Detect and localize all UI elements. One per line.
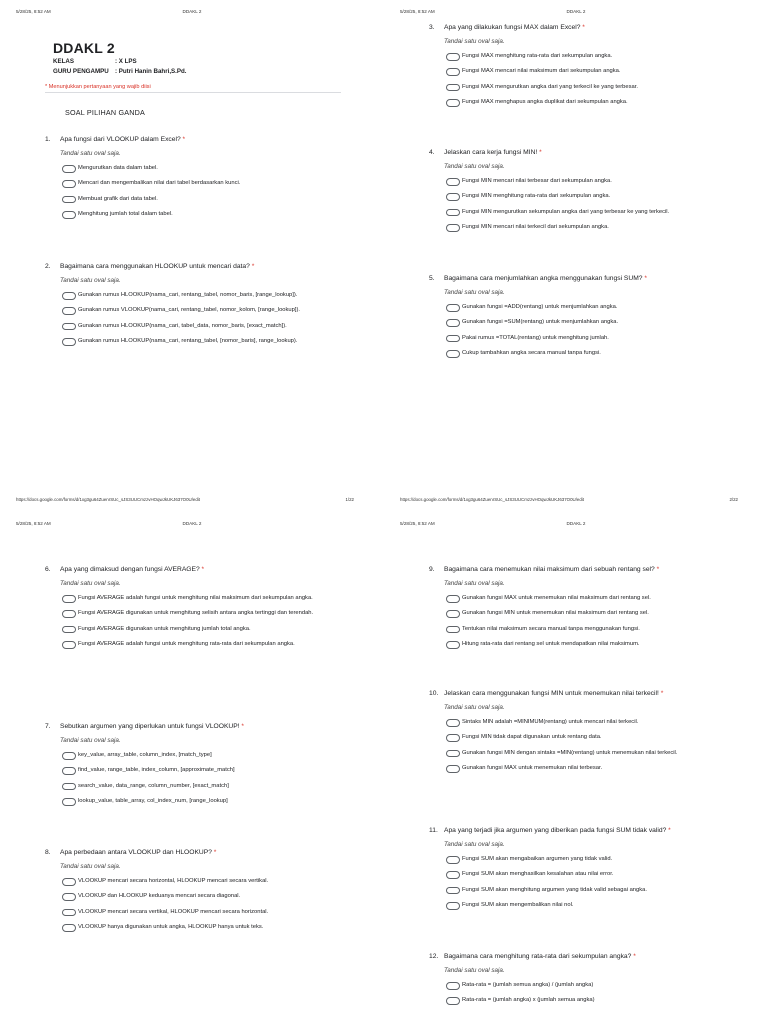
radio-oval-icon[interactable] — [446, 750, 460, 758]
radio-oval-icon[interactable] — [62, 752, 76, 760]
answer-option[interactable] — [62, 210, 345, 220]
option-label: VLOOKUP hanya digunakan untuk angka, HLOOKUP hanya untuk teks. — [78, 924, 264, 931]
answer-option[interactable] — [446, 901, 729, 911]
answer-option[interactable] — [446, 870, 729, 880]
option-label: Fungsi MAX mengurutkan angka dari yang terkecil ke yang terbesar. — [462, 83, 638, 90]
question-number: 9. — [429, 566, 435, 573]
question-text: Apa yang terjadi jika argumen yang diberikan pada fungsi SUM tidak valid? — [444, 827, 667, 834]
radio-oval-icon[interactable] — [446, 53, 460, 61]
answer-option[interactable] — [446, 764, 729, 774]
pdf-page-4 — [384, 512, 768, 1024]
answer-option[interactable] — [62, 337, 345, 347]
option-label: find_value, range_table, index_column, [approximate_match] — [78, 767, 235, 774]
question-title — [45, 136, 345, 143]
option-label: Mencari dan mengembalikan nilai dari tabel berdasarkan kunci. — [78, 180, 241, 187]
radio-oval-icon[interactable] — [446, 982, 460, 990]
option-list — [62, 164, 345, 220]
answer-option[interactable] — [62, 594, 345, 604]
page-footer — [16, 497, 368, 505]
option-label: Fungsi AVERAGE adalah fungsi untuk menghitung rata-rata dari sekumpulan angka. — [78, 641, 295, 648]
option-label: Hitung rata-rata dari rentang sel untuk mendapatkan nilai maksimum. — [462, 641, 640, 648]
pdf-page-2 — [384, 0, 768, 512]
option-list — [446, 855, 729, 911]
required-asterisk: * — [660, 690, 664, 697]
option-label: Fungsi AVERAGE adalah fungsi untuk menghitung nilai maksimum dari sekumpulan angka. — [78, 595, 313, 601]
question-number: 4. — [429, 149, 435, 156]
radio-oval-icon[interactable] — [446, 335, 460, 343]
answer-option[interactable] — [446, 625, 729, 635]
pdf-page-3 — [0, 512, 384, 1024]
radio-oval-icon[interactable] — [62, 211, 76, 219]
answer-option[interactable] — [62, 640, 345, 650]
required-asterisk: * — [633, 953, 636, 960]
answer-option[interactable] — [446, 177, 729, 187]
required-asterisk: * — [539, 149, 542, 156]
radio-oval-icon[interactable] — [446, 997, 460, 1005]
page-header — [400, 521, 752, 529]
answer-option[interactable] — [446, 594, 729, 604]
question-4 — [429, 149, 729, 239]
question-text: Sebutkan argumen yang diperlukan untuk fungsi VLOOKUP! — [60, 723, 240, 730]
question-6 — [45, 566, 345, 656]
question-11 — [429, 827, 729, 917]
answer-hint: Tandai satu oval saja. — [60, 277, 121, 284]
answer-option[interactable] — [446, 67, 729, 77]
question-number: 6. — [45, 566, 51, 573]
radio-oval-icon[interactable] — [62, 180, 76, 188]
radio-oval-icon[interactable] — [446, 734, 460, 742]
answer-hint: Tandai satu oval saja. — [444, 580, 505, 587]
pdf-page-1 — [0, 0, 384, 512]
kelas-row — [53, 58, 137, 65]
question-text: Apa fungsi dari VLOOKUP dalam Excel? — [60, 136, 181, 143]
page-number: 2/22 — [729, 497, 738, 502]
answer-option[interactable] — [446, 733, 729, 743]
radio-oval-icon[interactable] — [62, 626, 76, 634]
radio-oval-icon[interactable] — [446, 68, 460, 76]
answer-option[interactable] — [446, 640, 729, 650]
answer-option[interactable] — [62, 877, 345, 887]
answer-option[interactable] — [446, 886, 729, 896]
guru-row — [53, 68, 187, 75]
option-label: Fungsi MIN mencari nilai terkecil dari sekumpulan angka. — [462, 224, 609, 231]
answer-option[interactable] — [446, 609, 729, 619]
required-asterisk: * — [182, 136, 186, 143]
answer-option[interactable] — [62, 306, 345, 316]
print-timestamp: 5/28/25, 8:52 AM — [400, 9, 435, 14]
answer-hint: Tandai satu oval saja. — [444, 704, 505, 711]
radio-oval-icon[interactable] — [62, 595, 76, 603]
question-number: 8. — [45, 849, 51, 856]
answer-hint: Tandai satu oval saja. — [60, 863, 121, 870]
option-list — [446, 981, 729, 1006]
option-label: Sintaks MIN adalah =MINIMUM(rentang) untuk mencari nilai terkecil. — [462, 719, 639, 725]
print-timestamp: 5/28/25, 8:52 AM — [16, 9, 51, 14]
radio-oval-icon[interactable] — [62, 924, 76, 932]
form-title: DDAKL 2 — [53, 40, 115, 56]
option-label: lookup_value, table_array, col_index_num, [range_lookup] — [78, 798, 228, 805]
option-label: Membuat grafik dari data tabel. — [78, 195, 158, 202]
option-label: search_value, data_range, column_number, [exact_match] — [78, 782, 229, 789]
option-label: Fungsi MAX menghapus angka duplikat dari sekumpulan angka. — [462, 99, 628, 106]
option-list — [446, 718, 729, 774]
option-label: Pakai rumus =TOTAL(rentang) untuk menghitung jumlah. — [462, 334, 609, 341]
radio-oval-icon[interactable] — [62, 641, 76, 649]
question-text: Apa yang dimaksud dengan fungsi AVERAGE? — [60, 566, 200, 573]
answer-option[interactable] — [446, 334, 729, 344]
radio-oval-icon[interactable] — [446, 902, 460, 910]
page-number: 1/22 — [345, 497, 354, 502]
question-title — [429, 24, 729, 31]
answer-option[interactable] — [62, 766, 345, 776]
radio-oval-icon[interactable] — [446, 610, 460, 618]
required-asterisk: * — [656, 566, 660, 573]
option-list — [446, 594, 729, 650]
question-title — [429, 566, 729, 573]
option-list — [62, 291, 345, 347]
print-form-title: DDAKL 2 — [182, 521, 202, 526]
radio-oval-icon[interactable] — [62, 323, 76, 331]
page-footer — [400, 497, 752, 505]
kelas-value: : X LPS — [115, 58, 137, 65]
question-title — [429, 275, 729, 282]
question-text: Apa yang dilakukan fungsi MAX dalam Excel? — [444, 24, 581, 31]
question-text: Bagaimana cara menggunakan HLOOKUP untuk mencari data? — [60, 263, 250, 270]
radio-oval-icon[interactable] — [62, 165, 76, 173]
option-label: Gunakan rumus HLOOKUP(nama_cari, tabel_data, nomor_baris, [exact_match]). — [78, 322, 287, 329]
option-list — [62, 751, 345, 807]
option-label: VLOOKUP mencari secara vertikal, HLOOKUP mencari secara horizontal. — [78, 908, 269, 915]
answer-option[interactable] — [62, 609, 345, 619]
question-title — [429, 827, 729, 834]
question-text: Jelaskan cara menggunakan fungsi MIN untuk menemukan nilai terkecil! — [444, 690, 659, 697]
required-asterisk: * — [251, 263, 255, 270]
required-asterisk: * — [213, 849, 217, 856]
answer-option[interactable] — [446, 83, 729, 93]
print-form-title: DDAKL 2 — [182, 9, 202, 14]
radio-oval-icon[interactable] — [62, 909, 76, 917]
option-label: Rata-rata = (jumlah semua angka) / (jumlah angka) — [462, 982, 594, 988]
answer-option[interactable] — [62, 751, 345, 761]
question-number: 2. — [45, 263, 51, 270]
answer-hint: Tandai satu oval saja. — [444, 38, 505, 45]
radio-oval-icon[interactable] — [446, 719, 460, 727]
radio-oval-icon[interactable] — [62, 196, 76, 204]
form-url[interactable]: https://docs.google.com/forms/d/1xg3gu64ZuenrSUc_sJS3UUCmzzvHOqwJkUKJ637O0U/edit — [400, 497, 584, 502]
question-text: Bagaimana cara menjumlahkan angka menggunakan fungsi SUM? — [444, 275, 643, 282]
required-asterisk: * — [241, 723, 245, 730]
option-label: Gunakan rumus VLOOKUP(nama_cari, rentang_tabel, nomor_kolom, [range_lookup]). — [78, 307, 301, 314]
answer-option[interactable] — [62, 179, 345, 189]
radio-oval-icon[interactable] — [446, 99, 460, 107]
guru-value: : Putri Hanin Bahri,S.Pd. — [115, 68, 187, 75]
option-label: Gunakan rumus HLOOKUP(nama_cari, rentang_tabel, nomor_baris, [range_lookup]). — [78, 292, 298, 298]
answer-option[interactable] — [446, 996, 729, 1006]
radio-oval-icon[interactable] — [62, 292, 76, 300]
radio-oval-icon[interactable] — [446, 871, 460, 879]
option-label: Gunakan fungsi MIN dengan sintaks =MIN(rentang) untuk menemukan nilai terkecil. — [462, 749, 678, 756]
question-number: 11. — [429, 827, 438, 834]
answer-option[interactable] — [446, 303, 729, 313]
option-label: Gunakan fungsi =SUM(rentang) untuk menjumlahkan angka. — [462, 319, 619, 326]
answer-hint: Tandai satu oval saja. — [60, 580, 121, 587]
question-number: 7. — [45, 723, 51, 730]
question-title — [45, 566, 345, 573]
option-label: Gunakan fungsi =ADD(rentang) untuk menjumlahkan angka. — [462, 304, 618, 310]
radio-oval-icon[interactable] — [446, 626, 460, 634]
answer-option[interactable] — [62, 782, 345, 792]
radio-oval-icon[interactable] — [62, 878, 76, 886]
radio-oval-icon[interactable] — [446, 178, 460, 186]
question-text: Apa perbedaan antara VLOOKUP dan HLOOKUP? — [60, 849, 212, 856]
kelas-label: KELAS — [53, 58, 74, 65]
answer-option[interactable] — [446, 318, 729, 328]
question-12 — [429, 953, 729, 1012]
print-form-title: DDAKL 2 — [566, 521, 586, 526]
radio-oval-icon[interactable] — [62, 610, 76, 618]
question-3 — [429, 24, 729, 114]
option-label: Tentukan nilai maksimum secara manual tanpa menggunakan fungsi. — [462, 625, 640, 632]
radio-oval-icon[interactable] — [446, 304, 460, 312]
question-title — [429, 953, 729, 960]
print-form-title: DDAKL 2 — [566, 9, 586, 14]
option-label: key_value, array_table, column_index, [match_type] — [78, 752, 212, 758]
page-header — [16, 521, 368, 529]
option-label: Fungsi SUM akan menghasilkan kesalahan atau nilai error. — [462, 871, 614, 878]
radio-oval-icon[interactable] — [446, 765, 460, 773]
option-label: Fungsi SUM akan mengembalikan nilai nol. — [462, 902, 574, 909]
answer-option[interactable] — [62, 908, 345, 918]
page-header — [16, 9, 368, 17]
answer-option[interactable] — [446, 718, 729, 728]
option-label: Cukup tambahkan angka secara manual tanpa fungsi. — [462, 350, 601, 357]
question-10 — [429, 690, 729, 780]
radio-oval-icon[interactable] — [62, 338, 76, 346]
radio-oval-icon[interactable] — [446, 319, 460, 327]
required-asterisk: * — [668, 827, 671, 834]
option-label: Fungsi MAX menghitung rata-rata dari sekumpulan angka. — [462, 53, 613, 59]
question-text: Bagaimana cara menghitung rata-rata dari sekumpulan angka? — [444, 953, 632, 960]
answer-option[interactable] — [446, 52, 729, 62]
answer-hint: Tandai satu oval saja. — [60, 150, 121, 157]
answer-option[interactable] — [62, 164, 345, 174]
question-number: 10. — [429, 690, 439, 697]
required-note: * Menunjukkan pertanyaan yang wajib diisi — [45, 84, 341, 93]
option-label: Gunakan fungsi MAX untuk menemukan nilai maksimum dari rentang sel. — [462, 595, 651, 601]
radio-oval-icon[interactable] — [446, 209, 460, 217]
answer-option[interactable] — [446, 749, 729, 759]
option-label: Fungsi MIN mengurutkan sekumpulan angka dari yang terbesar ke yang terkecil. — [462, 208, 670, 215]
option-list — [446, 303, 729, 359]
radio-oval-icon[interactable] — [62, 307, 76, 315]
option-label: Mengurutkan data dalam tabel. — [78, 165, 158, 171]
radio-oval-icon[interactable] — [446, 350, 460, 358]
radio-oval-icon[interactable] — [446, 84, 460, 92]
option-label: Fungsi SUM akan mengabaikan argumen yang tidak valid. — [462, 856, 613, 862]
option-label: Fungsi SUM akan menghitung argumen yang tidak valid sebagai angka. — [462, 886, 647, 893]
answer-option[interactable] — [446, 192, 729, 202]
question-5 — [429, 275, 729, 365]
option-label: Fungsi MIN mencari nilai terbesar dari sekumpulan angka. — [462, 178, 612, 184]
question-2 — [45, 263, 345, 353]
form-url[interactable]: https://docs.google.com/forms/d/1xg3gu64ZuenrSUc_sJS3UUCmzzvHOqwJkUKJ637O0U/edit — [16, 497, 200, 502]
answer-option[interactable] — [62, 195, 345, 205]
answer-hint: Tandai satu oval saja. — [60, 737, 121, 744]
question-1 — [45, 136, 345, 226]
option-list — [446, 52, 729, 108]
question-text: Bagaimana cara menemukan nilai maksimum dari sebuah rentang sel? — [444, 566, 655, 573]
option-label: Fungsi MAX mencari nilai maksimum dari sekumpulan angka. — [462, 68, 621, 75]
question-text: Jelaskan cara kerja fungsi MIN! — [444, 149, 538, 156]
print-timestamp: 5/28/25, 8:52 AM — [400, 521, 435, 526]
required-asterisk: * — [201, 566, 205, 573]
required-asterisk: * — [582, 24, 585, 31]
answer-option[interactable] — [446, 349, 729, 359]
option-label: Gunakan fungsi MIN untuk menemukan nilai maksimum dari rentang sel. — [462, 610, 649, 617]
guru-label: GURU PENGAMPU — [53, 68, 109, 75]
option-label: VLOOKUP dan HLOOKUP keduanya mencari secara diagonal. — [78, 893, 241, 900]
radio-oval-icon[interactable] — [446, 193, 460, 201]
section-title: SOAL PILIHAN GANDA — [65, 108, 146, 117]
radio-oval-icon[interactable] — [446, 224, 460, 232]
radio-oval-icon[interactable] — [62, 783, 76, 791]
question-title — [429, 690, 729, 697]
option-label: Rata-rata = (jumlah angka) x (jumlah semua angka) — [462, 997, 595, 1004]
radio-oval-icon[interactable] — [62, 893, 76, 901]
question-number: 5. — [429, 275, 435, 282]
question-title — [45, 849, 345, 856]
option-label: VLOOKUP mencari secara horizontal, HLOOKUP mencari secara vertikal. — [78, 878, 269, 884]
radio-oval-icon[interactable] — [62, 767, 76, 775]
option-list — [446, 177, 729, 233]
option-label: Gunakan rumus HLOOKUP(nama_cari, rentang_tabel, [nomor_baris], range_lookup). — [78, 338, 298, 345]
radio-oval-icon[interactable] — [62, 798, 76, 806]
answer-option[interactable] — [62, 625, 345, 635]
option-list — [62, 594, 345, 650]
option-label: Gunakan fungsi MAX untuk menemukan nilai terbesar. — [462, 765, 603, 772]
answer-option[interactable] — [446, 855, 729, 865]
answer-option[interactable] — [62, 322, 345, 332]
print-timestamp: 5/28/25, 8:52 AM — [16, 521, 51, 526]
answer-hint: Tandai satu oval saja. — [444, 967, 505, 974]
radio-oval-icon[interactable] — [446, 595, 460, 603]
question-title — [45, 723, 345, 730]
required-asterisk: * — [644, 275, 647, 282]
answer-option[interactable] — [446, 208, 729, 218]
answer-option[interactable] — [446, 98, 729, 108]
option-label: Fungsi AVERAGE digunakan untuk menghitung jumlah total angka. — [78, 625, 251, 632]
question-title — [429, 149, 729, 156]
question-number: 12. — [429, 953, 439, 960]
answer-option[interactable] — [62, 923, 345, 933]
page-header — [400, 9, 752, 17]
answer-option[interactable] — [446, 981, 729, 991]
answer-hint: Tandai satu oval saja. — [444, 841, 505, 848]
question-number: 1. — [45, 136, 51, 143]
answer-hint: Tandai satu oval saja. — [444, 289, 505, 296]
radio-oval-icon[interactable] — [446, 887, 460, 895]
option-label: Fungsi MIN tidak dapat digunakan untuk rentang data. — [462, 734, 602, 741]
answer-option[interactable] — [62, 797, 345, 807]
question-8 — [45, 849, 345, 939]
option-list — [62, 877, 345, 933]
radio-oval-icon[interactable] — [446, 856, 460, 864]
question-title — [45, 263, 345, 270]
answer-option[interactable] — [446, 223, 729, 233]
radio-oval-icon[interactable] — [446, 641, 460, 649]
answer-option[interactable] — [62, 892, 345, 902]
question-9 — [429, 566, 729, 656]
option-label: Fungsi AVERAGE digunakan untuk menghitung selisih antara angka tertinggi dan terendah. — [78, 610, 314, 617]
question-7 — [45, 723, 345, 813]
answer-option[interactable] — [62, 291, 345, 301]
answer-hint: Tandai satu oval saja. — [444, 163, 505, 170]
option-label: Menghitung jumlah total dalam tabel. — [78, 211, 173, 218]
question-number: 3. — [429, 24, 435, 31]
option-label: Fungsi MIN menghitung rata-rata dari sekumpulan angka. — [462, 193, 611, 200]
